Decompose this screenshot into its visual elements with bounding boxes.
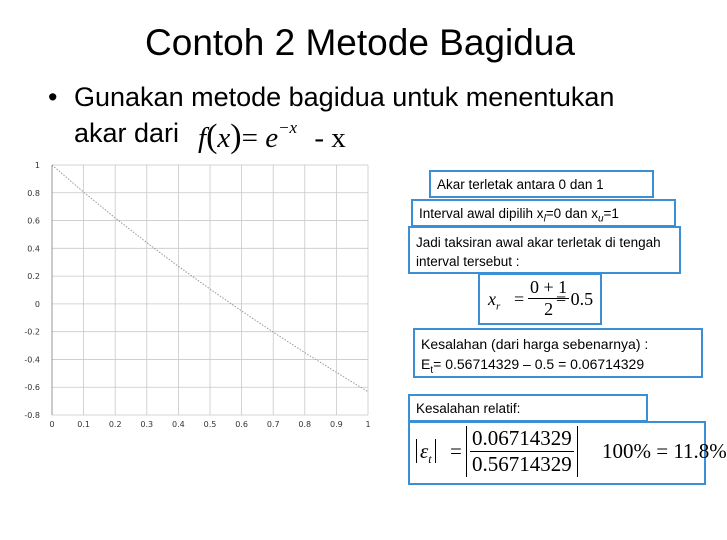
y-tick-label: 0 <box>34 299 40 309</box>
b2-text-pre: Interval awal dipilih x <box>419 206 544 221</box>
midpoint-rhs: = 0.5 <box>556 289 594 309</box>
formula-midpoint <box>478 273 602 325</box>
note-initial-interval <box>411 199 676 227</box>
x-tick-label: 1 <box>365 420 371 429</box>
x-tick-label: 0.9 <box>330 420 343 429</box>
formula-eq: = <box>241 122 258 154</box>
bullet-text-line1 <box>48 82 614 113</box>
y-tick-label: 0.2 <box>27 272 40 282</box>
function-plot <box>24 160 380 435</box>
relative-error-eq: = <box>450 439 462 463</box>
x-tick-label: 0.2 <box>108 420 122 429</box>
relative-error-result: 100% = 11.8% <box>602 439 727 463</box>
midpoint-eq: = <box>514 289 525 309</box>
y-tick-label: 0.8 <box>27 188 40 198</box>
bullet-text: Gunakan metode bagidua untuk menentukan <box>74 82 615 112</box>
formula-relative-error <box>408 421 727 485</box>
x-tick-label: 0.1 <box>77 420 90 429</box>
formula-x: x <box>217 122 231 154</box>
x-tick-label: 0.7 <box>266 420 280 429</box>
y-tick-label: 0.6 <box>27 216 40 226</box>
y-tick-label: -0.2 <box>24 327 40 337</box>
x-tick-label: 0.6 <box>235 420 248 429</box>
formula-f: f <box>198 122 207 154</box>
b5-line2: $E_t= 0.56714329 - 0.5 = 0.06714329$ <box>421 356 645 376</box>
formula-minus-x: - x <box>314 122 346 154</box>
formula-exponent: −x <box>278 118 298 137</box>
y-tick-label: -0.4 <box>24 355 40 365</box>
relative-error-ratio <box>466 426 578 477</box>
midpoint-num: 0 + 1 <box>530 277 568 297</box>
b5-line1: Kesalahan (dari harga sebenarnya) : <box>421 336 649 352</box>
x-tick-label: 0.8 <box>298 420 312 429</box>
page-title: Contoh 2 Metode Bagidua <box>145 22 575 63</box>
relative-error-abs: $\varepsilon_t$ <box>416 439 436 463</box>
y-tick-label: 0.4 <box>27 244 40 254</box>
note-root-range: Akar terletak antara 0 dan 1 <box>429 170 654 198</box>
note-true-error <box>413 328 703 378</box>
midpoint-lhs: $x_r$ <box>488 289 501 313</box>
y-tick-label: -0.8 <box>24 411 40 420</box>
relative-error-num: 0.06714329 <box>472 426 572 450</box>
bullet-text-line2: akar dari <box>74 118 180 148</box>
b2-sub-u: u <box>597 213 604 225</box>
function-formula: $f(x)= e^{-x} - x$ <box>198 118 346 155</box>
x-tick-label: 0 <box>49 420 55 429</box>
x-tick-label: 0.4 <box>172 420 185 429</box>
b2-sub-l: l <box>543 213 546 225</box>
bullet-dot-icon: • <box>48 82 58 112</box>
formula-e: e <box>265 122 279 154</box>
relative-error-den: 0.56714329 <box>472 452 572 476</box>
b2-text-post: =1 <box>603 206 619 221</box>
y-tick-label: -0.6 <box>24 383 40 393</box>
note-initial-estimate: Jadi taksiran awal akar terletak di tengah interval tersebut : <box>408 226 681 274</box>
b2-text-mid: =0 dan x <box>545 206 598 221</box>
midpoint-den: 2 <box>544 299 554 319</box>
x-tick-label: 0.5 <box>203 420 217 429</box>
note-relative-error: Kesalahan relatif: <box>408 394 648 422</box>
y-tick-label: 1 <box>34 161 40 170</box>
x-tick-label: 0.3 <box>140 420 154 429</box>
